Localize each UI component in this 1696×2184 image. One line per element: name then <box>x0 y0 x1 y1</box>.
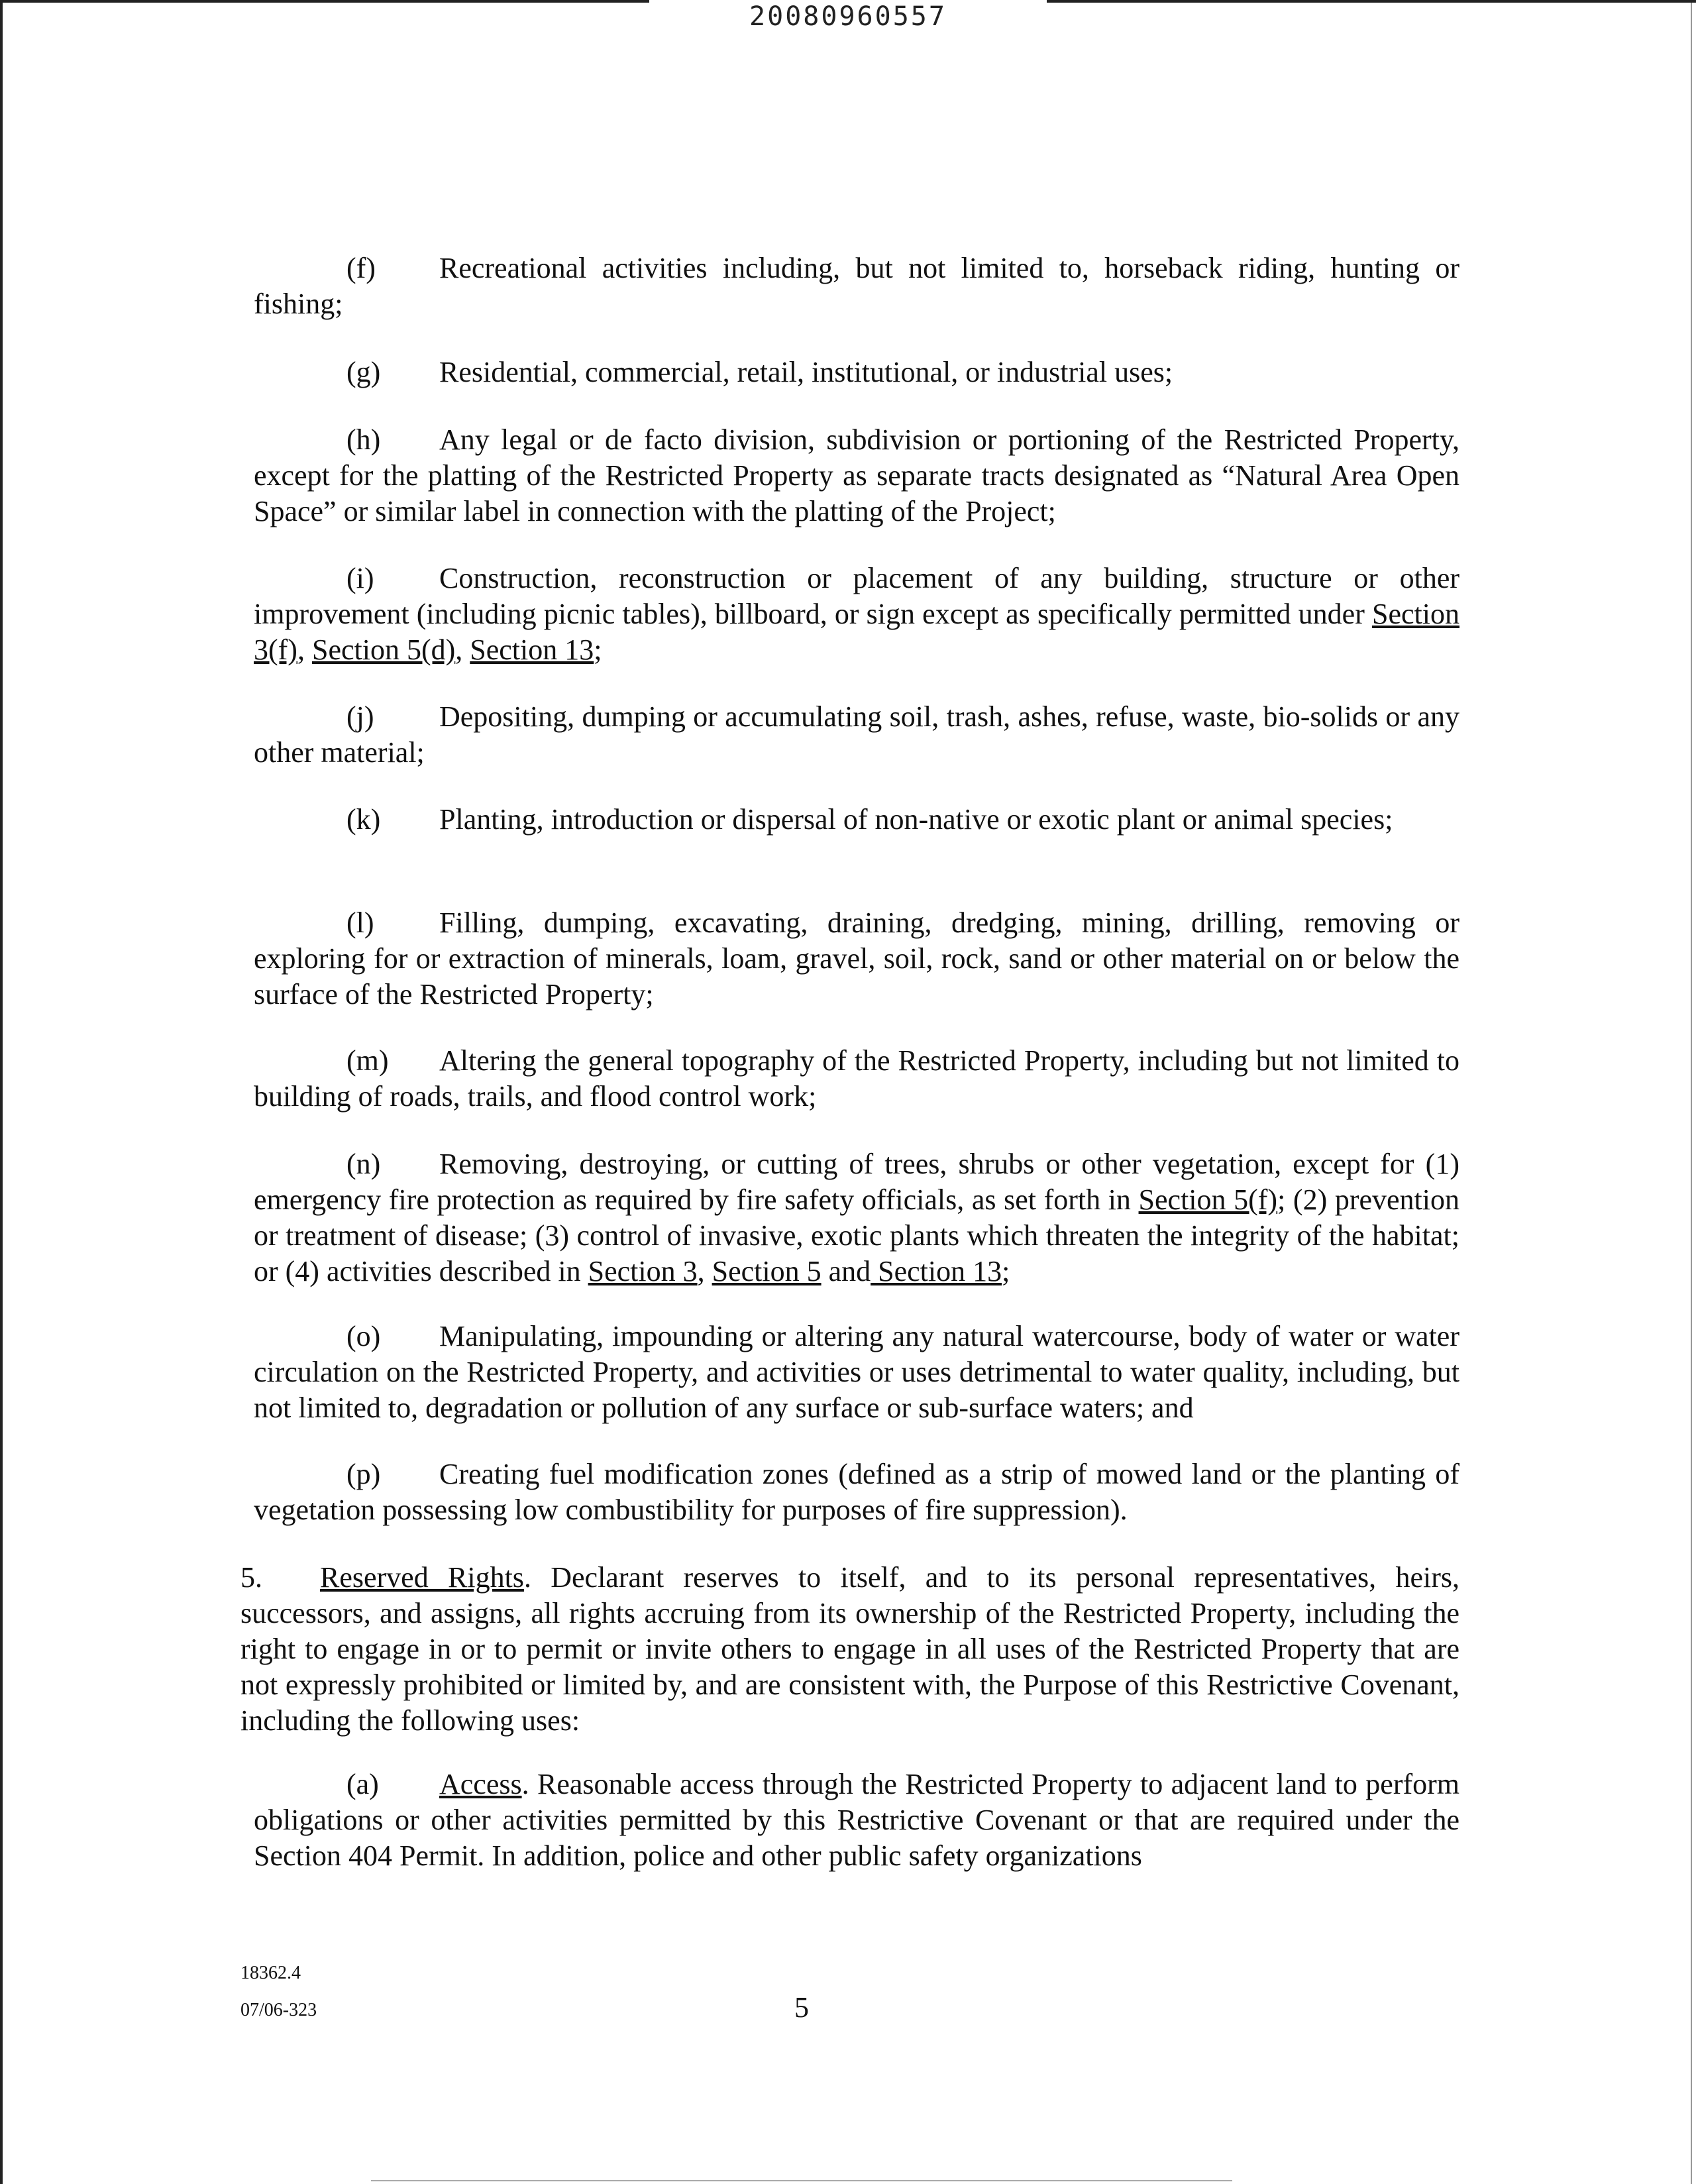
section-number: 5. <box>240 1561 262 1594</box>
footer-file-ref: 07/06-323 <box>240 2000 317 2020</box>
clause-text: Manipulating, impounding or altering any natural watercourse, body of water or water circulation on the Restricted Property, and activities or uses detrimental to water quality, including, but not limited to, degradation or pollution of any surface or sub-surface waters; and <box>254 1320 1459 1424</box>
clause-label: (m) <box>346 1044 389 1077</box>
clause-o <box>254 1319 1459 1426</box>
clause-label: (k) <box>346 803 381 836</box>
clause-label: (l) <box>346 906 374 939</box>
clause-label: (n) <box>346 1148 381 1180</box>
clause-k <box>254 802 1459 838</box>
separator: and <box>821 1255 871 1287</box>
clause-n <box>254 1146 1459 1289</box>
bottom-rule <box>371 2180 1232 2181</box>
clause-h <box>254 422 1459 529</box>
clause-text: Recreational activities including, but not limited to, horseback riding, hunting or fishing; <box>254 252 1459 320</box>
clause-text: Residential, commercial, retail, institutional, or industrial uses; <box>439 356 1173 388</box>
clause-label: (p) <box>346 1458 381 1490</box>
separator: , <box>297 633 312 666</box>
clause-p <box>254 1456 1459 1528</box>
clause-text: Filling, dumping, excavating, draining, dredging, mining, drilling, removing or exploring for or extraction of minerals, loam, gravel, soil, rock, sand or other material on or below the surface of the Restricted Property; <box>254 906 1459 1010</box>
subclause-a-access <box>254 1767 1459 1874</box>
clause-text-cont: ; (2) prevention or treatment of disease; (3) control of invasive, exotic plants which threaten the integrity of the habitat; or (4) activities described in <box>254 1183 1459 1287</box>
clause-label: (g) <box>346 356 381 388</box>
section-ref-link: Section 3 <box>588 1255 698 1287</box>
section-5 <box>240 1560 1459 1739</box>
footer-doc-id: 18362.4 <box>240 1963 301 1983</box>
clause-text: Creating fuel modification zones (defined as a strip of mowed land or the planting of vegetation possessing low combustibility for purposes of fire suppression). <box>254 1458 1459 1526</box>
clause-text: Planting, introduction or dispersal of non-native or exotic plant or animal species; <box>439 803 1393 836</box>
clause-label: (a) <box>346 1768 379 1800</box>
clause-text: Any legal or de facto division, subdivision or portioning of the Restricted Property, except for the platting of the Restricted Property as separate tracts designated as “Natural Area Open Space” or similar label in connection with the platting of the Project; <box>254 423 1459 527</box>
section-ref-link: Section 13 <box>470 633 594 666</box>
clause-text: Altering the general topography of the Restricted Property, including but not limited to building of roads, trails, and flood control work; <box>254 1044 1459 1113</box>
separator: ; <box>1002 1255 1010 1287</box>
section-ref-link: Section 5 <box>712 1255 822 1287</box>
section-text: . Declarant reserves to itself, and to its personal representatives, heirs, successors, and assigns, all rights accruing from its ownership of the Restricted Property, including the right to engage in or to permit or invite others to engage in all uses of the Restricted Property that are not expressly prohibited or limited by, and are consistent with, the Purpose of this Restrictive Covenant, including the following uses: <box>240 1561 1459 1737</box>
clause-label: (j) <box>346 700 374 733</box>
section-ref-link: Section 3(f) <box>254 598 1459 666</box>
clause-label: (o) <box>346 1320 381 1352</box>
clause-label: (i) <box>346 562 374 594</box>
section-ref-link: Section 5(f) <box>1138 1183 1278 1216</box>
clause-text: . Reasonable access through the Restricted Property to adjacent land to perform obligations or other activities permitted by this Restrictive Covenant or that are required under the Section 404 Permit. In addition, police and other public safety organizations <box>254 1768 1459 1872</box>
section-ref-link: Section 5(d) <box>311 633 456 666</box>
clause-i <box>254 561 1459 668</box>
clause-j <box>254 699 1459 771</box>
section-heading: Reserved Rights <box>320 1561 524 1594</box>
scan-edge-right <box>1691 0 1692 2184</box>
clause-label: (f) <box>346 252 376 284</box>
document-number: 20080960557 <box>749 1 947 32</box>
clause-text: Depositing, dumping or accumulating soil, trash, ashes, refuse, waste, bio-solids or any other material; <box>254 700 1459 769</box>
clause-g <box>254 355 1459 390</box>
clause-m <box>254 1043 1459 1115</box>
clause-l <box>254 905 1459 1012</box>
separator: , <box>455 633 470 666</box>
clause-f <box>254 250 1459 322</box>
scan-edge-left <box>0 0 3 2184</box>
clause-text: Removing, destroying, or cutting of trees, shrubs or other vegetation, except for (1) emergency fire protection as required by fire safety officials, as set forth in <box>254 1148 1459 1216</box>
separator: ; <box>594 633 602 666</box>
subclause-heading: Access <box>439 1768 522 1800</box>
clause-text: Construction, reconstruction or placement of any building, structure or other improvement (including picnic tables), billboard, or sign except as specifically permitted under <box>254 562 1459 630</box>
separator: , <box>697 1255 712 1287</box>
page-number: 5 <box>794 1991 809 2024</box>
section-ref-link: Section 13 <box>871 1255 1002 1287</box>
clause-label: (h) <box>346 423 381 456</box>
